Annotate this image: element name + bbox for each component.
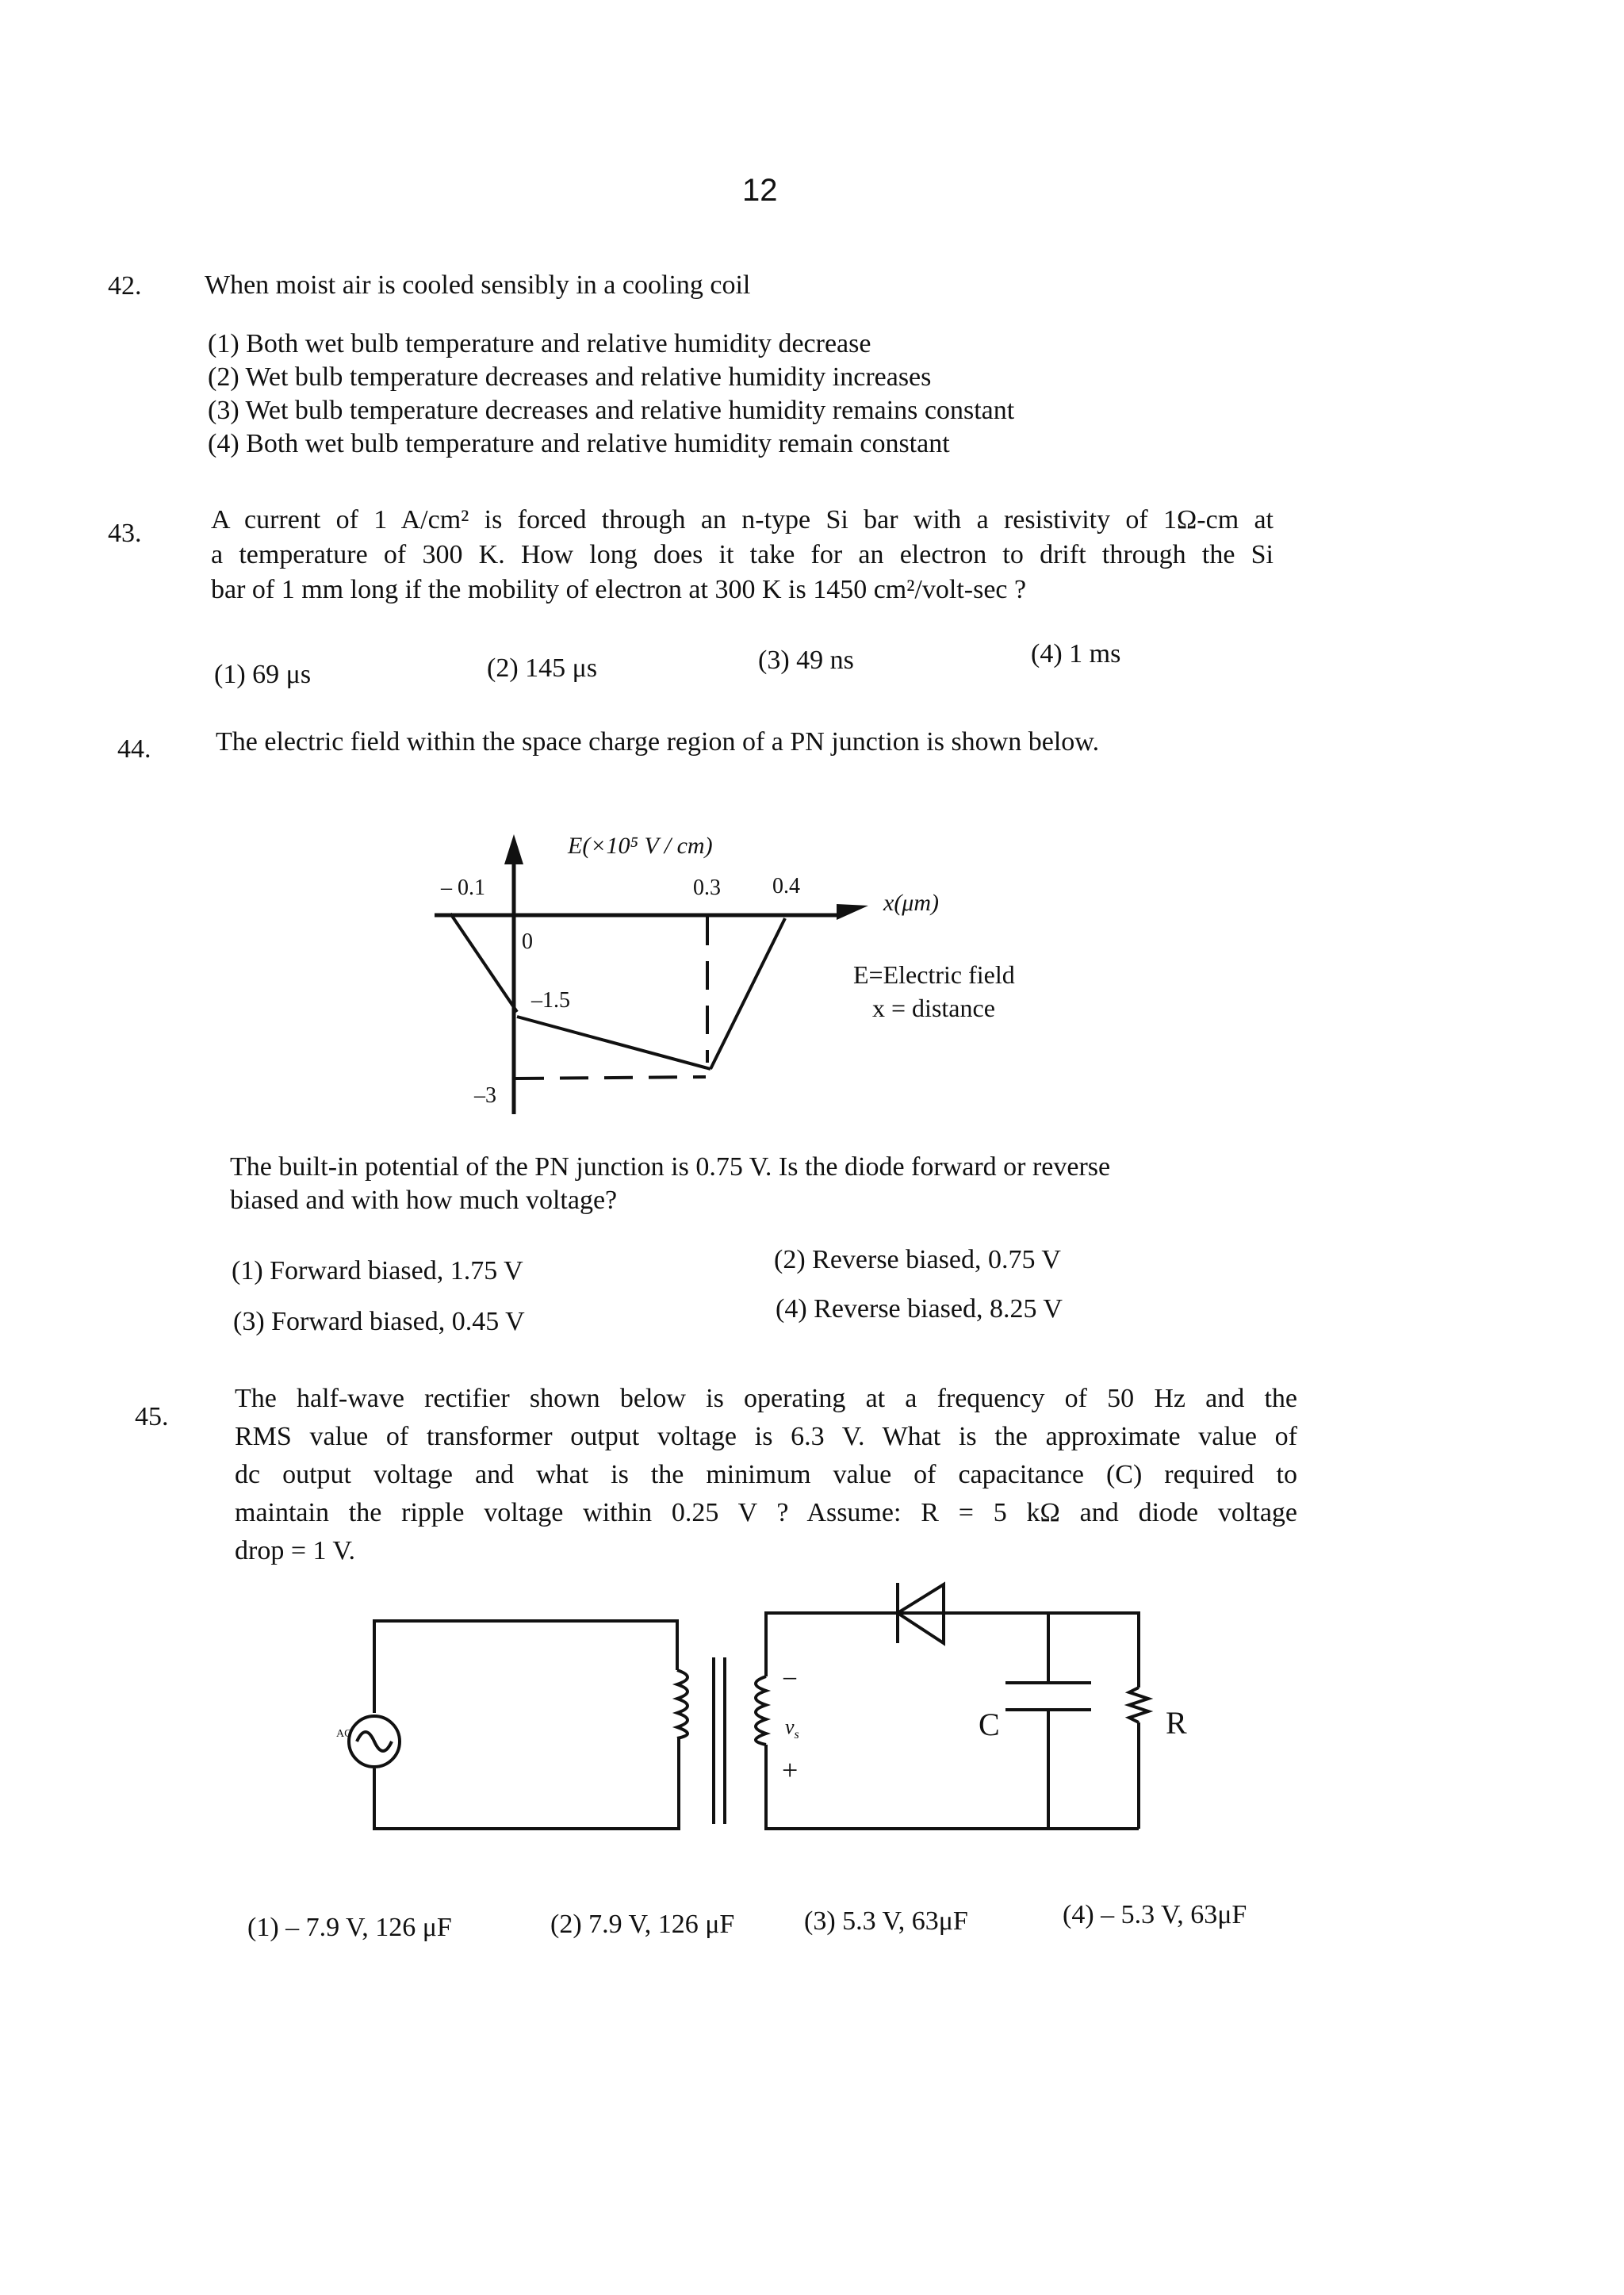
resistor-zigzag: [1129, 1688, 1148, 1722]
question-44-stem: The electric field within the space charge region of a PN junction is shown below.: [216, 727, 1100, 757]
question-45-option-4: (4) – 5.3 V, 63μF: [1063, 1900, 1247, 1929]
label-minus-1-5: –1.5: [531, 988, 570, 1013]
question-44-question-line-1: The built-in potential of the PN junction is 0.75 V. Is the diode forward or reverse: [230, 1152, 1111, 1182]
resistor-label: R: [1166, 1705, 1187, 1741]
question-45-stem-line-3: dc output voltage and what is the minimum value of capacitance (C) required to: [235, 1460, 1297, 1489]
x-axis-label: x(μm): [883, 890, 940, 916]
primary-top-wire: [374, 1621, 677, 1713]
question-44-option-3: (3) Forward biased, 0.45 V: [233, 1307, 525, 1336]
y-axis-label: E(×10⁵ V / cm): [568, 833, 713, 859]
question-45-stem: [235, 1380, 1297, 1570]
question-45-option-2: (2) 7.9 V, 126 μF: [550, 1910, 735, 1939]
field-left-edge: [450, 914, 517, 1012]
question-44-option-1: (1) Forward biased, 1.75 V: [232, 1256, 523, 1285]
secondary-voltage-symbol: v: [785, 1715, 795, 1738]
secondary-bottom-wire: [766, 1745, 1139, 1829]
question-43-stem-line-1: A current of 1 A/cm² is forced through an n-type Si bar with a resistivity of 1Ω-cm at: [211, 505, 1274, 534]
ac-source-wave: [357, 1732, 392, 1751]
y-axis-arrow: [504, 834, 523, 864]
dashed-horizontal-line: [515, 1077, 706, 1079]
question-44-question-line-2: biased and with how much voltage?: [230, 1186, 618, 1215]
question-45-stem-line-4: maintain the ripple voltage within 0.25 V ? Assume: R = 5 kΩ and diode voltage: [235, 1498, 1297, 1527]
question-45-stem-line-5: drop = 1 V.: [235, 1536, 356, 1565]
page-number: 12: [742, 173, 778, 208]
field-right-edge: [710, 918, 785, 1069]
question-42-number: 42.: [108, 271, 142, 301]
question-44-option-2: (2) Reverse biased, 0.75 V: [774, 1245, 1061, 1274]
question-43-option-3: (3) 49 ns: [758, 646, 854, 675]
question-44-question: [230, 1148, 1110, 1220]
secondary-minus-sign: –: [783, 1661, 796, 1690]
secondary-voltage-label: [785, 1715, 799, 1741]
question-43-option-4: (4) 1 ms: [1031, 639, 1121, 669]
question-42-option-1: (1) Both wet bulb temperature and relative humidity decrease: [208, 329, 871, 358]
x-axis-arrow: [837, 904, 868, 920]
legend-electric-field: E=Electric field: [853, 960, 1015, 989]
question-43-number: 43.: [108, 519, 142, 548]
question-42-option-3: (3) Wet bulb temperature decreases and relative humidity remains constant: [208, 396, 1015, 425]
question-45-option-3: (3) 5.3 V, 63μF: [804, 1906, 968, 1936]
primary-coil: [677, 1670, 688, 1738]
question-43-stem: [211, 501, 1274, 609]
rectifier-circuit-diagram: [317, 1554, 1221, 1840]
secondary-coil: [756, 1676, 766, 1745]
primary-bottom-wire: [374, 1738, 679, 1829]
label-minus-3: –3: [474, 1083, 496, 1108]
output-top-wire: [944, 1613, 1139, 1688]
legend-distance: x = distance: [872, 994, 995, 1022]
ac-source-label: AC: [336, 1728, 352, 1740]
question-43-stem-line-2: a temperature of 300 K. How long does it take for an electron to drift through the Si: [211, 540, 1274, 569]
field-slope-line: [517, 1017, 710, 1069]
question-45-stem-line-2: RMS value of transformer output voltage is 6.3 V. What is the approximate value of: [235, 1422, 1297, 1451]
question-45-stem-line-1: The half-wave rectifier shown below is operating at a frequency of 50 Hz and the: [235, 1384, 1297, 1413]
origin-label: 0: [522, 929, 533, 954]
secondary-plus-sign: +: [782, 1754, 799, 1786]
question-43-stem-line-3: bar of 1 mm long if the mobility of electron at 300 K is 1450 cm²/volt-sec ?: [211, 575, 1027, 604]
question-43-option-1: (1) 69 μs: [214, 660, 312, 689]
electric-field-diagram: [396, 793, 1031, 1126]
question-42-stem: When moist air is cooled sensibly in a cooling coil: [205, 270, 751, 300]
capacitor-label: C: [979, 1707, 1000, 1742]
question-45-number: 45.: [135, 1402, 169, 1431]
question-44-number: 44.: [117, 734, 151, 764]
question-42-option-2: (2) Wet bulb temperature decreases and relative humidity increases: [208, 362, 932, 392]
tick-label-0-4: 0.4: [772, 874, 800, 898]
secondary-voltage-subscript: s: [794, 1728, 799, 1741]
question-42-options: [208, 325, 1014, 463]
question-42-option-4: (4) Both wet bulb temperature and relative humidity remain constant: [208, 429, 950, 458]
tick-label-0-3: 0.3: [693, 875, 721, 900]
question-45-option-1: (1) – 7.9 V, 126 μF: [247, 1913, 452, 1942]
question-43-option-2: (2) 145 μs: [487, 653, 598, 683]
question-44-option-4: (4) Reverse biased, 8.25 V: [776, 1294, 1063, 1324]
tick-label-minus-0-1: – 0.1: [441, 875, 485, 900]
